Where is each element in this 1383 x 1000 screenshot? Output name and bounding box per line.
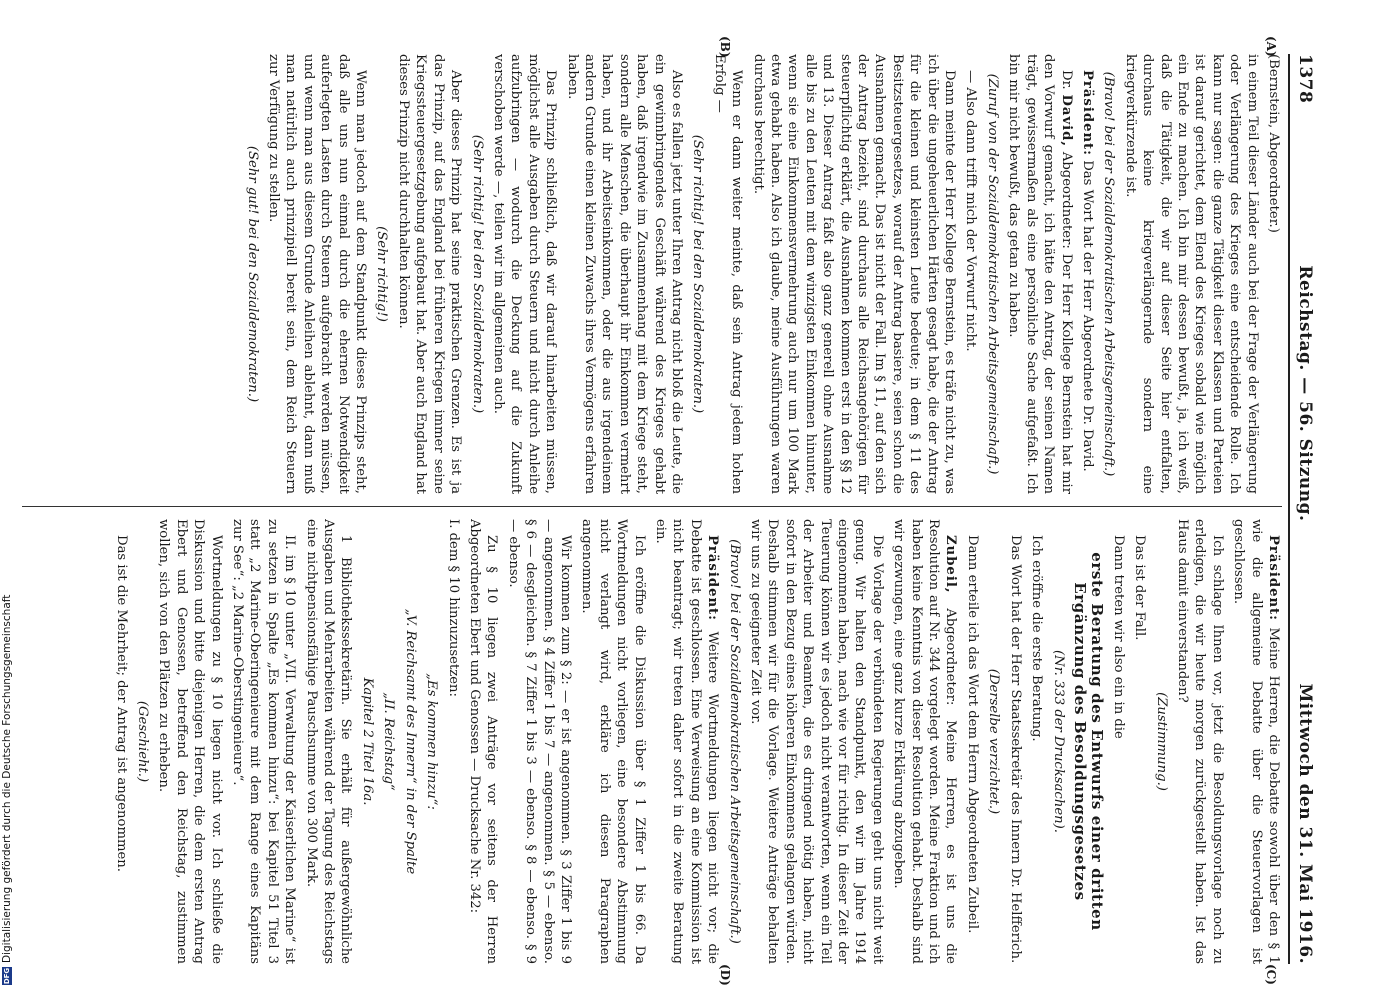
page-number: 1378 bbox=[1295, 54, 1315, 104]
agenda-heading: erste Beratung des Entwurfs einer dritten Ergänzung des Besoldungsgesetzes bbox=[1070, 552, 1107, 931]
speaker-name: David, bbox=[1058, 94, 1074, 147]
margin-mark-b: (B) bbox=[718, 36, 732, 58]
amendment-line: Kapitel 2 Titel 16a. bbox=[359, 677, 375, 806]
interjection: (Sehr gut! bei den Sozialdemokraten.) bbox=[244, 145, 260, 403]
paragraph: Das ist der Fall. bbox=[1132, 535, 1148, 641]
margin-mark-d: (D) bbox=[718, 964, 732, 986]
paragraph: Dann erteile ich das Wort dem Herrn Abgeordneten Zubeil. bbox=[964, 535, 980, 934]
paragraph: Das Prinzip schließlich, daß wir darauf hinarbeiten müssen, möglichst alle Ausgaben durch Steuern und nicht durch Anleihe aufzubringen — wodurch die Deckung auf die Zukunft verschoben werde —, teilen wir im allgemeinen auch. bbox=[490, 54, 559, 494]
session-date: Mittwoch den 31. Mai 1916. bbox=[1295, 683, 1315, 964]
page-header bbox=[1292, 54, 1318, 964]
amendment-line: „V. Reichsamt des Innern“ in der Spalte bbox=[402, 608, 418, 875]
interjection: (Sehr richtig! bei den Sozialdemokraten.) bbox=[690, 134, 706, 414]
amendment-line: 1 Bibliothekssekretärin. Sie erhält für außergewöhnliche Ausgaben und Mehrarbeiten während der Tagung des Reichstags eine nichtpensionsfähige Pauschsumme von 300 Mark. bbox=[303, 519, 354, 964]
column-divider bbox=[22, 506, 1282, 507]
paragraph bbox=[1005, 54, 1075, 494]
left-column bbox=[12, 54, 1282, 494]
paragraph bbox=[652, 519, 722, 964]
paragraph bbox=[890, 519, 960, 964]
margin-mark-a: (A) bbox=[1264, 36, 1278, 57]
paragraph: Ich eröffne die Diskussion über § 1 Ziffer 1 bis 66. Da Wortmeldungen nicht vorliegen, eine besondere Abstimmung nicht verlangt wird, erkläre ich diesen Paragraphen angenommen. bbox=[579, 519, 647, 964]
paragraph: Das Wort hat der Herr Staatssekretär des Innern Dr. Helfferich. bbox=[1007, 535, 1023, 964]
digitization-credit bbox=[1, 595, 13, 985]
speech-text: Abgeordneter: Meine Herren, es ist uns die Resolution auf Nr. 344 vorgelegt worden. Meine Fraktion und ich haben keine Kenntnis von dieser Resolution gehabt. Deshalb sind wir gezwungen, eine ganz kurze Erklärung abzugeben. bbox=[891, 519, 959, 964]
interjection: (Geschieht.) bbox=[135, 700, 151, 783]
interjection: (Bravo! bei der Sozialdemokratischen Arbeitsgemeinschaft.) bbox=[1101, 71, 1117, 477]
paragraph: in einem Teil dieser Länder auch bei der Frage der Verlängerung oder Verlängerung des Krieges eine entscheidende Rolle. Ich kann nur sagen: die ganze Tätigkeit dieser Klassen und Parteien ist darauf gerichtet, dem Elend des Krieges sobald wie möglich ein Ende zu machen. Ich bin mir dessen bewußt, ja, ich weiß, daß die Tätigkeit, die wir auf dieser Seite hier entfalten, durchaus keine kriegverlängernde sondern eine kriegverkürzende ist. bbox=[1122, 54, 1260, 494]
paragraph: Dann treten wir also ein in die bbox=[1110, 535, 1126, 739]
speech-text: Abgeordneter: Der Herr Kollege Bernstein hat mir den Vorwurf gemacht, ich hätte den Antrag, der seinen Namen trägt, gewissermaßen als eine persönliche Sache aufgefaßt. Ich bin mir nicht bewußt, das getan zu haben. bbox=[1006, 54, 1074, 494]
paragraph: — Also dann trifft mich der Vorwurf nicht. bbox=[963, 70, 979, 352]
speech-text: Das Wort hat der Herr Abgeordnete Dr. David. bbox=[1079, 160, 1095, 472]
speaker-title: Dr. bbox=[1058, 70, 1074, 90]
header-rule bbox=[1288, 54, 1290, 964]
interjection: (Sehr richtig! bei den Sozialdemokraten.) bbox=[469, 134, 485, 414]
paragraph: Aber dieses Prinzip hat seine praktischen Grenzen. Es ist ja das Prinzip, auf das England bei früheren Kriegen immer seine Kriegssteuergesetzgebung aufgebaut hat. Aber auch England hat dieses Prinzip nicht durchhalten können. bbox=[395, 54, 464, 494]
amendment-line: II. im § 10 unter „VII. Verwaltung der Kaiserlichen Marine“ ist zu setzen in Spalte „Es kommen hinzu“: bei Kapitel 51 Titel 3 statt „2 Marine-Oberingenieure mit dem Range eines Kapitäns zur See“: „2 Marine-Oberstingenieure“. bbox=[230, 519, 298, 964]
amendment-line: „Es kommen hinzu“: bbox=[424, 673, 440, 810]
paragraph: Zu § 10 liegen zwei Anträge vor seitens der Herren Abgeordneten Ebert und Genossen — Drucksache Nr. 342: bbox=[466, 519, 500, 964]
paragraph: Also es fallen jetzt unter Ihren Antrag nicht bloß die Leute, die ein gewinnbringendes Geschäft während des Krieges gehabt haben, daß irgendwie im Zusammenhang mit dem Kriege steht, sondern alle Menschen, die überhaupt ihr Einkommen vermehrt haben, und ihr Arbeitseinkommen, oder die aus irgendeinem andern Grunde einen kleinen Zuwachs ihres Vermögens erfahren haben. bbox=[564, 54, 684, 494]
paragraph: Ich eröffne die erste Beratung. bbox=[1029, 535, 1045, 742]
interjection: (Bravo! bei der Sozialdemokratischen Arbeitsgemeinschaft.) bbox=[726, 539, 742, 944]
right-column bbox=[12, 519, 1282, 964]
speaker-name: Präsident: bbox=[705, 535, 721, 622]
amendment-line: „II. Reichstag“ bbox=[381, 692, 397, 791]
speaker-continuation: (Bernstein, Abgeordneter.) bbox=[1266, 54, 1281, 233]
paragraph: Wir kommen zum § 2: — er ist angenommen. § 3 Ziffer 1 bis 9 — angenommen. § 4 Ziffer 1 bis 7 — angenommen. § 5 — ebenso. § 6 — desgleichen. § 7 Ziffer 1 bis 3 — ebenso. § 8 — ebenso. § 9 — ebenso. bbox=[505, 519, 573, 964]
dfg-logo-icon: DFG bbox=[3, 967, 11, 985]
session-title: Reichstag. — 56. Sitzung. bbox=[1295, 265, 1315, 522]
paragraph bbox=[1079, 54, 1096, 494]
credit-text: Digitalisierung gefördert durch die Deutsche Forschungsgemeinschaft bbox=[1, 594, 13, 963]
interjection: (Derselbe verzichtet.) bbox=[986, 668, 1002, 815]
speaker-name: Zubeil, bbox=[943, 535, 959, 594]
rotated-page bbox=[2, 24, 1332, 984]
interjection: (Sehr richtig!) bbox=[374, 226, 390, 322]
speaker-name: Präsident: bbox=[1079, 70, 1095, 157]
speech-text: Meine Herren, die Debatte sowohl über den § 1 wie die allgemeine Debatte über die Steuervorlagen ist geschlossen. bbox=[1231, 519, 1281, 964]
interjection: (Zuruf von der Sozialdemokratischen Arbeitsgemeinschaft.) bbox=[984, 73, 1000, 475]
paragraph: Wenn man jedoch auf dem Standpunkt dieses Prinzips steht, daß alle uns nun einmal durch die ehernen Notwendigkeit auferlegten Lasten durch Steuern aufgebracht werden müssen, und wenn man aus diesem Grunde Anleihen ablehnt, dann muß man natürlich auch prinzipiell bereit sein, dem Reich Steuern zur Verfügung zu stellen. bbox=[266, 54, 369, 494]
paragraph: Wenn er dann weiter meinte, daß sein Antrag jedem hohen Erfolg — bbox=[711, 54, 745, 494]
agenda-reference: (Nr. 333 der Drucksachen). bbox=[1050, 650, 1066, 833]
paragraph: Wortmeldungen zu § 10 liegen nicht vor. Ich schließe die Diskussion und bitte diejenigen Herren, die dem ersten Antrag Ebert und Genossen, betreffend den Reichstag, zustimmen wollen, sich von den Plätzen zu erheben. bbox=[156, 519, 224, 964]
speech-text: Weitere Wortmeldungen liegen nicht vor; die Debatte ist geschlossen. Eine Verweisung an eine Kommission ist nicht beantragt; wir treten daher sofort in die zweite Beratung ein. bbox=[653, 519, 721, 964]
paragraph: Die Vorlage der verbündeten Regierungen geht uns nicht weit genug. Wir halten den Standpunkt, den wir im Jahre 1914 eingenommen haben, nach wie vor für richtig. In dieser Zeit der Teuerung können wir es jedoch nicht verantworten, wenn ein Teil der Arbeiter und Beamten, die es dringend nötig haben, nicht sofort in den Bezug eines höheren Einkommens gelangen würden. Deshalb stimmen wir für die Vorlage. Weitere Anträge behalten wir uns zu geeigneter Zeit vor. bbox=[748, 519, 885, 964]
paragraph: Ich schlage Ihnen vor, jetzt die Besoldungsvorlage noch zu erledigen, die wir heute morgen zurückgestellt haben. Ist das Haus damit einverstanden? bbox=[1174, 519, 1225, 964]
paragraph bbox=[1230, 519, 1282, 964]
margin-mark-c: (C) bbox=[1264, 964, 1278, 985]
paragraph: Das ist die Mehrheit; der Antrag ist angenommen. bbox=[113, 535, 129, 872]
speaker-name: Präsident: bbox=[1266, 535, 1281, 622]
paragraph: Dann meinte der Herr Kollege Bernstein, es träfe nicht zu, was ich über die ungeheuerlichen Härten gesagt habe, die der Antrag für die kleinen und kleinsten Leute bedeute; in dem § 11 des Besitzsteuergesetzes, worauf der Antrag basiere, seien schon die Ausnahmen gemacht. Das ist nicht der Fall. Im § 11, auf den sich der Antrag bezieht, sind durchaus alle Reichsangehörigen für steuerpflichtig erklärt, die Ausnahmen kommen erst in den §§ 12 und 13. Dieser Antrag faßt also ganz generell ohne Ausnahme alle bis zu den Leuten mit dem winzigsten Einkommen hinunter, wenn sie eine Einkommensvermehrung auch nur um 100 Mark etwa gehabt haben. Also ich glaube, meine Ausführungen waren durchaus berechtigt. bbox=[750, 54, 958, 494]
interjection: (Zustimmung.) bbox=[1153, 692, 1169, 791]
amendment-line: I. dem § 10 hinzuzusetzen: bbox=[445, 519, 461, 697]
